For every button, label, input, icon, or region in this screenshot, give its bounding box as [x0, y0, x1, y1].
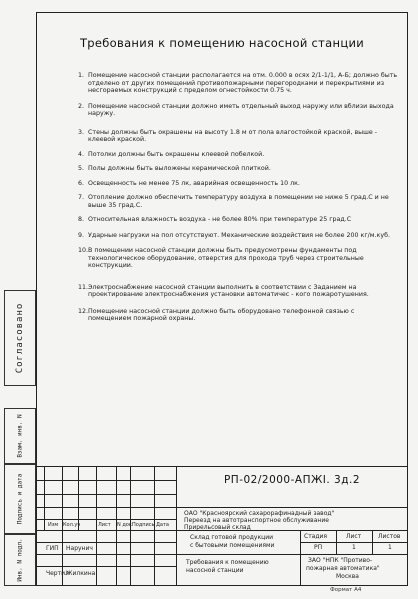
- tb-line: [36, 507, 408, 508]
- tb-line: [36, 494, 176, 495]
- side-cell-sign-date: [4, 464, 36, 534]
- requirement-text: Потолки должны быть окрашены клеевой побелкой.: [88, 150, 265, 158]
- requirement-text: Освещенность не менее 75 лк, аварийная освещенность 10 лк.: [88, 179, 300, 187]
- requirement-number: 2.: [78, 102, 85, 110]
- tb-line: [36, 566, 176, 567]
- requirement-text: Относительная влажность воздуха - не более 80% при температуре 25 град.С: [88, 216, 352, 223]
- side-stamp: [4, 290, 36, 586]
- name-drafter: Жилкина: [66, 570, 96, 577]
- requirement-text: Полы должны быть выложены керамической плиткой.: [88, 165, 271, 172]
- tb-line: [300, 530, 301, 586]
- requirement-text: Помещение насосной станции должно иметь отдельный выход наружу или вблизи выхода наружу.: [88, 102, 394, 117]
- side-sign-date-label: Подпись и дата: [16, 473, 24, 525]
- requirement-number: 5.: [78, 165, 85, 172]
- requirement-item: [78, 284, 398, 299]
- requirement-number: 8.: [78, 216, 85, 223]
- requirement-item: [78, 180, 398, 188]
- requirement-number: 10.: [78, 247, 89, 254]
- org-line-3: Прирельсовый склад: [184, 524, 251, 531]
- tb-line: [336, 530, 337, 554]
- requirement-number: 1.: [78, 72, 85, 79]
- org-line-2: Переезд на автотранспортное обслуживание: [184, 517, 329, 524]
- object-line-1: Склад готовой продукции: [190, 534, 273, 541]
- requirement-text: Помещение насосной станции располагается на отм. 0.000 в осях 2/1-1/1, А-Б; должно быть отделено от других помещений противопожарными перегородками и перекрытиями из несгораемых конструкций с пределом огнестойкости 0.75 ч.: [88, 72, 398, 94]
- title-block: [36, 466, 408, 586]
- tb-line: [78, 466, 79, 530]
- tb-line: [96, 466, 97, 586]
- tb-line: [36, 542, 176, 543]
- side-cell-inv-original: [4, 534, 36, 586]
- side-cell-agreed: [4, 290, 36, 386]
- col-ndok-label: N док: [117, 522, 132, 528]
- requirement-item: [78, 129, 398, 144]
- sheet-value: 1: [352, 544, 356, 551]
- requirement-text: Электроснабжение насосной станции выполнить в соответствии с Заданием на проектирование электроснабжения установки автоматичес - кого пожаротушения.: [88, 283, 369, 298]
- company-line-3: Москва: [336, 573, 359, 580]
- col-kol-label: Кол.уч: [63, 522, 81, 528]
- requirement-item: [78, 308, 398, 323]
- company-line-2: пожарная автоматика": [306, 565, 380, 572]
- object-line-2: с бытовыми помещениями: [190, 542, 275, 549]
- col-data-label: Дата: [156, 522, 169, 528]
- tb-line: [36, 466, 408, 467]
- requirement-item: [78, 103, 398, 118]
- side-agreed-label: Согласовано: [15, 302, 25, 374]
- role-gip: ГИП: [46, 545, 59, 552]
- tb-line: [300, 542, 408, 543]
- sheet-format: Формат А4: [330, 587, 362, 593]
- col-list-label: Лист: [98, 522, 111, 528]
- tb-line: [36, 519, 176, 520]
- side-cell-replace-inv: [4, 408, 36, 464]
- requirements-list: [78, 72, 398, 323]
- tb-line: [36, 554, 408, 555]
- requirement-item: [78, 232, 398, 240]
- side-replace-inv-label: Взам. инв. N: [16, 414, 24, 458]
- org-line-1: ОАО "Красноярский сахарорафинадный завод": [184, 510, 335, 517]
- sheet-label: Лист: [346, 533, 362, 540]
- role-drafter: Чертил: [46, 570, 69, 577]
- requirement-item: [78, 194, 398, 209]
- requirement-text: Отопление должно обеспечить температуру воздуха в помещении не ниже 5 град.С и не выше 35 град.С.: [88, 194, 389, 209]
- requirement-number: 3.: [78, 128, 85, 136]
- document-code: РП-02/2000-АПЖІ. 3д.2: [223, 474, 361, 486]
- requirement-number: 12.: [78, 307, 89, 315]
- company-line-1: ЗАО "НПК "Противо-: [308, 557, 373, 564]
- requirement-item: [78, 216, 398, 224]
- stage-value: РП: [314, 544, 323, 551]
- sheets-value: 1: [388, 544, 392, 551]
- requirement-text: Стены должны быть окрашены на высоту 1.8 м от пола влагостойкой краской, выше - клеевой краской.: [88, 128, 378, 143]
- requirement-number: 4.: [78, 150, 85, 158]
- side-inv-original-label: Инв. N подл.: [16, 538, 24, 582]
- col-izm-label: Изм: [48, 522, 59, 528]
- requirement-number: 6.: [78, 179, 85, 187]
- requirement-number: 11.: [78, 283, 89, 291]
- requirement-text: В помещении насосной станции должны быть предусмотрены фундаменты под технологическое оборудование, отверстия для прохода труб через строительные конструкции.: [88, 247, 364, 269]
- requirement-item: [78, 247, 398, 270]
- sheet-title-line-2: насосной станции: [186, 567, 244, 574]
- requirement-text: Ударные нагрузки на пол отсутствуют. Механические воздействия не более 200 кг/м.куб.: [88, 231, 390, 239]
- page-title: Требования к помещению насосной станции: [79, 36, 365, 50]
- requirement-text: Помещение насосной станции должно быть оборудовано телефонной связью с помещением пожарной охраны.: [88, 307, 355, 322]
- requirement-item: [78, 165, 398, 173]
- requirement-number: 9.: [78, 231, 85, 239]
- requirement-item: [78, 151, 398, 159]
- sheet-title-line-1: Требования к помещению: [186, 559, 269, 566]
- sheets-label: Листов: [378, 533, 401, 540]
- stage-label: Стадия: [304, 533, 328, 540]
- col-podpis-label: Подпись: [132, 522, 155, 528]
- tb-line: [36, 480, 176, 481]
- name-gip: Нарунич: [66, 545, 93, 552]
- tb-line: [372, 530, 373, 554]
- requirement-number: 7.: [78, 194, 85, 201]
- requirement-item: [78, 72, 398, 95]
- tb-line: [44, 466, 45, 530]
